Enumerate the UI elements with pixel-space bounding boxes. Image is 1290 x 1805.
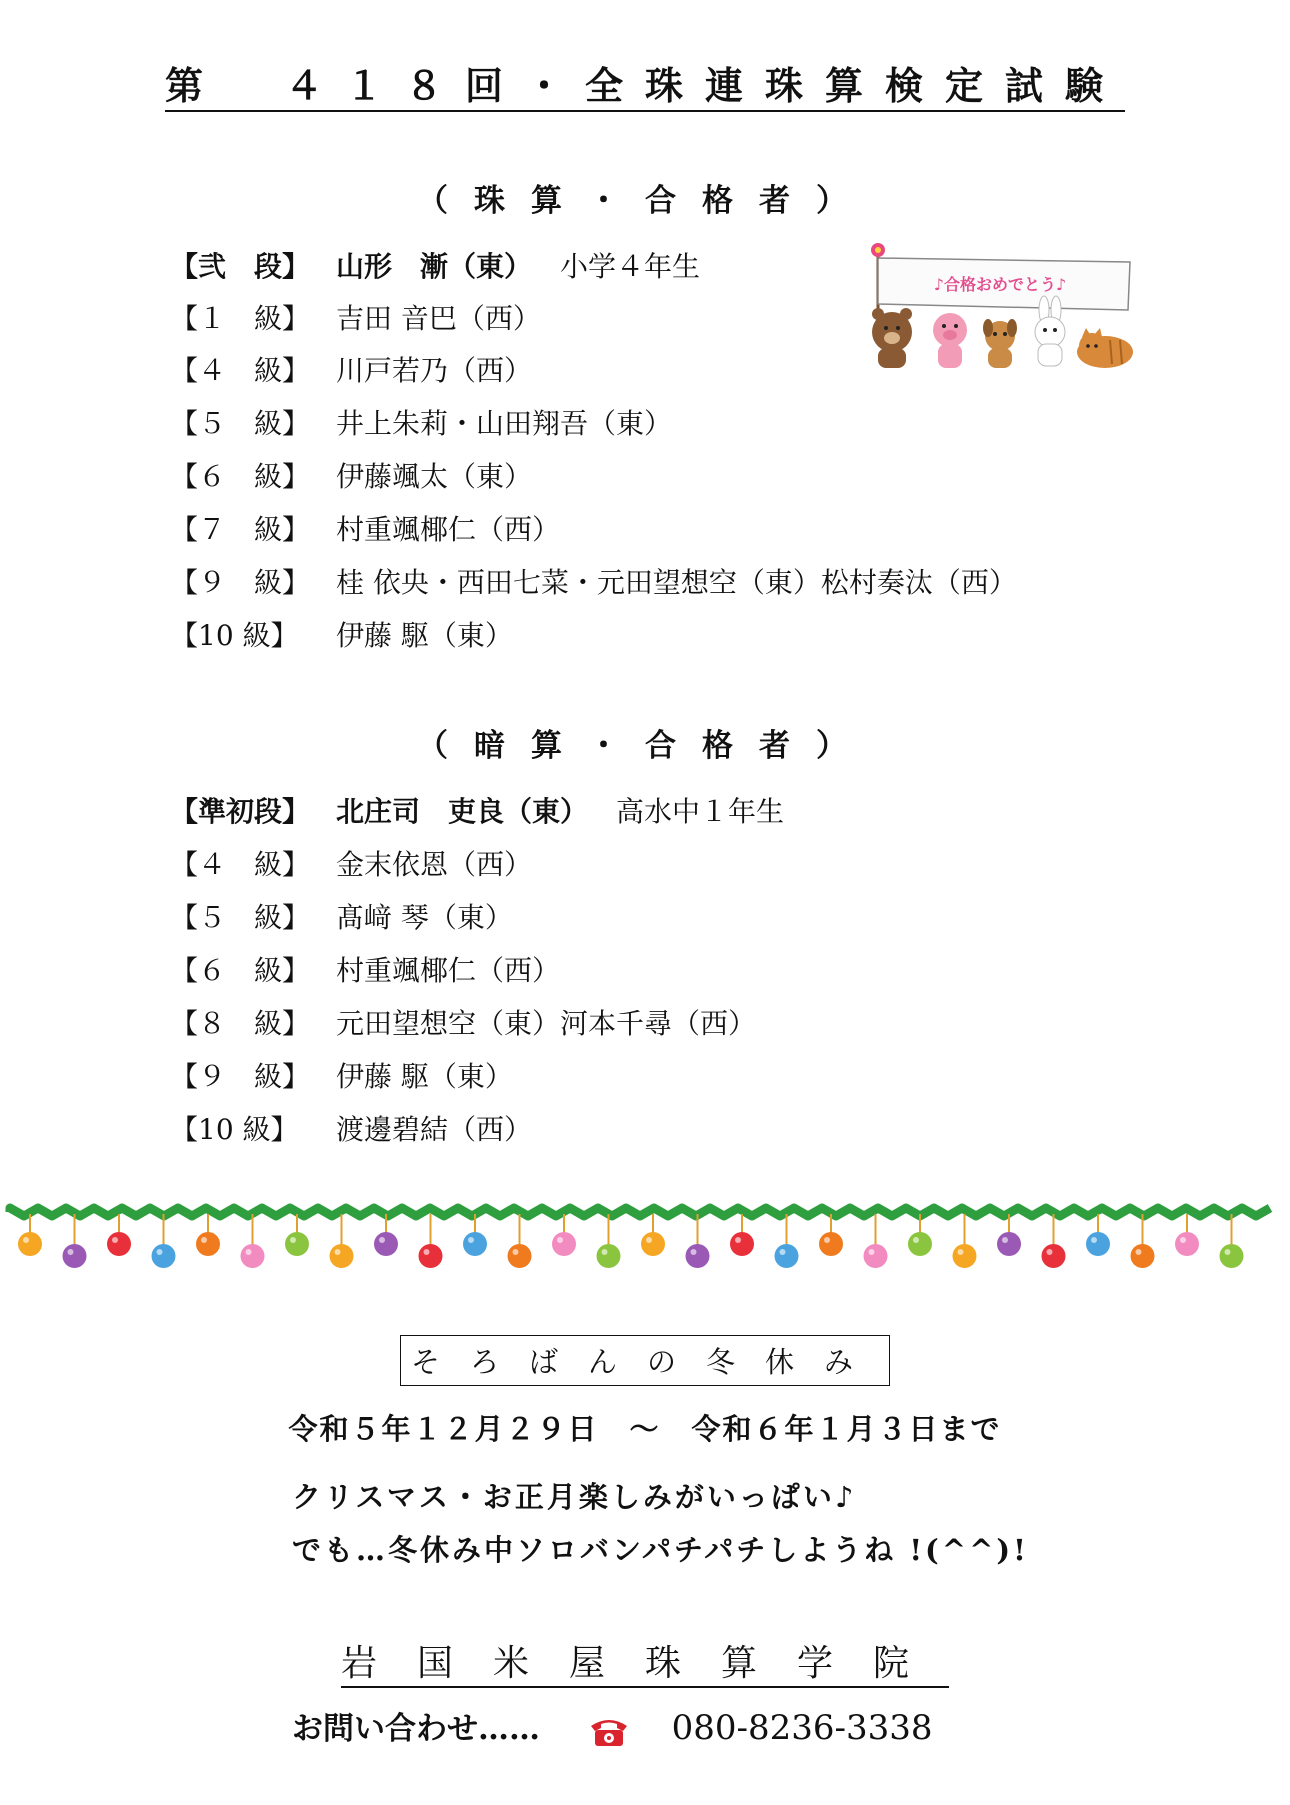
ornament-highlight (1002, 1237, 1008, 1243)
ornament-ball (419, 1244, 443, 1268)
ornament-ball (908, 1232, 932, 1256)
list-item (170, 561, 1017, 605)
ornament-ball (1220, 1244, 1244, 1268)
ornament-highlight (780, 1249, 786, 1255)
ornament-ball (819, 1232, 843, 1256)
ornament-highlight (379, 1237, 385, 1243)
ornament-highlight (513, 1249, 519, 1255)
list-item (170, 1002, 756, 1046)
ornament-highlight (1136, 1249, 1142, 1255)
grade-label: 【１ 級】 (170, 302, 311, 335)
names: 伊藤 駆（東） (336, 1060, 513, 1093)
names: 髙﨑 琴（東） (336, 901, 513, 934)
ornament-ball (1042, 1244, 1066, 1268)
ornament-highlight (735, 1237, 741, 1243)
note: 高水中１年生 (616, 795, 785, 828)
winter-break-heading: そろばんの冬休み (0, 1335, 1290, 1386)
grade-label: 【弐 段】 (170, 250, 311, 283)
garland-vine (10, 1208, 1270, 1216)
grade-label: 【５ 級】 (170, 901, 311, 934)
names: 渡邊碧結（西） (336, 1113, 533, 1146)
grade-label: 【８ 級】 (170, 1007, 311, 1040)
ornament-ball (1175, 1232, 1199, 1256)
list-item (170, 1108, 532, 1152)
ornament-highlight (958, 1249, 964, 1255)
ornament-highlight (290, 1237, 296, 1243)
ornament-highlight (246, 1249, 252, 1255)
ornament-highlight (557, 1237, 563, 1243)
ornament-highlight (691, 1249, 697, 1255)
ornament-ball (1131, 1244, 1155, 1268)
anzan-heading: （暗算・合格者） (417, 728, 873, 764)
list-item (170, 790, 784, 834)
grade-label: 【４ 級】 (170, 848, 311, 881)
names: 村重颯椰仁（西） (336, 513, 561, 546)
list-item (170, 349, 532, 393)
ornament-highlight (23, 1237, 29, 1243)
grade-label: 【７ 級】 (170, 513, 311, 546)
ornament-highlight (824, 1237, 830, 1243)
ornament-ball (641, 1232, 665, 1256)
grade-label: 【10 級】 (170, 1113, 299, 1146)
ornament-ball (508, 1244, 532, 1268)
names: 村重颯椰仁（西） (336, 954, 561, 987)
list-item (170, 949, 560, 993)
school-name: 岩国米屋珠算学院 (0, 1635, 1290, 1686)
ornament-highlight (112, 1237, 118, 1243)
bear-icon (872, 308, 912, 368)
ornament-ball (686, 1244, 710, 1268)
telephone-icon (587, 1714, 631, 1748)
ornament-highlight (602, 1249, 608, 1255)
names: 山形 漸（東） (336, 250, 533, 283)
names: 川戸若乃（西） (336, 354, 533, 387)
ornament-highlight (424, 1249, 430, 1255)
ornament-ball (597, 1244, 621, 1268)
list-item (170, 297, 541, 341)
ornament-highlight (646, 1237, 652, 1243)
phone-number: 080-8236-3338 (671, 1708, 933, 1748)
names: 北庄司 吏良（東） (336, 795, 589, 828)
ornament-ball (953, 1244, 977, 1268)
list-item (170, 614, 513, 658)
page-title: 第 ４１８回・全珠連珠算検定試験 (0, 55, 1290, 110)
names: 伊藤颯太（東） (336, 460, 533, 493)
list-item (170, 245, 700, 289)
ornament-ball (330, 1244, 354, 1268)
grade-label: 【５ 級】 (170, 407, 311, 440)
ornament-highlight (157, 1249, 163, 1255)
ornament-ball (775, 1244, 799, 1268)
ornament-ball (552, 1232, 576, 1256)
ornament-highlight (1047, 1249, 1053, 1255)
list-item (170, 843, 532, 887)
ornament-highlight (1180, 1237, 1186, 1243)
ornament-highlight (201, 1237, 207, 1243)
banner-text: ♪合格おめでとう♪ (933, 275, 1067, 294)
grade-label: 【４ 級】 (170, 354, 311, 387)
ornament-ball (864, 1244, 888, 1268)
grade-label: 【６ 級】 (170, 460, 311, 493)
list-item (170, 455, 532, 499)
ornament-highlight (1091, 1237, 1097, 1243)
message-line-2: でも…冬休み中ソロバンパチパチしようね !(^^)! (292, 1533, 1029, 1567)
dog-icon (983, 319, 1017, 368)
grade-label: 【準初段】 (170, 795, 311, 828)
list-item (170, 1055, 513, 1099)
names: 井上朱莉・山田翔吾（東） (336, 407, 673, 440)
message-line-1: クリスマス・お正月楽しみがいっぱい♪ (292, 1480, 857, 1514)
ornament-highlight (68, 1249, 74, 1255)
soroban-heading: （珠算・合格者） (417, 183, 873, 219)
ornament-ball (152, 1244, 176, 1268)
names: 元田望想空（東）河本千尋（西） (336, 1007, 757, 1040)
ornament-ball (18, 1232, 42, 1256)
garland-decoration (0, 1200, 1290, 1280)
ornament-ball (196, 1232, 220, 1256)
names: 吉田 音巴（西） (336, 302, 541, 335)
ornament-ball (730, 1232, 754, 1256)
contact-line (292, 1703, 933, 1748)
ornament-ball (1086, 1232, 1110, 1256)
ornament-highlight (913, 1237, 919, 1243)
ornament-ball (997, 1232, 1021, 1256)
winter-break-dates: 令和５年１２月２９日 ～ 令和６年１月３日まで (288, 1412, 1002, 1446)
names: 金末依恩（西） (336, 848, 533, 881)
ornament-ball (463, 1232, 487, 1256)
list-item (170, 508, 560, 552)
ornament-highlight (1225, 1249, 1231, 1255)
names: 桂 依央・西田七菜・元田望想空（東）松村奏汰（西） (336, 566, 1017, 599)
grade-label: 【９ 級】 (170, 566, 311, 599)
names: 伊藤 駆（東） (336, 619, 513, 652)
grade-label: 【６ 級】 (170, 954, 311, 987)
ornament-ball (374, 1232, 398, 1256)
contact-label: お問い合わせ…… (292, 1711, 540, 1747)
ornament-ball (241, 1244, 265, 1268)
ornament-highlight (468, 1237, 474, 1243)
list-item (170, 402, 672, 446)
congratulations-banner-illustration (860, 240, 1145, 380)
cat-icon (1077, 328, 1133, 368)
grade-label: 【10 級】 (170, 619, 299, 652)
pig-icon (933, 313, 967, 368)
ornament-ball (107, 1232, 131, 1256)
grade-label: 【９ 級】 (170, 1060, 311, 1093)
ornament-highlight (335, 1249, 341, 1255)
note: 小学４年生 (560, 250, 701, 283)
list-item (170, 896, 513, 940)
ornament-ball (285, 1232, 309, 1256)
ornament-ball (63, 1244, 87, 1268)
ornament-highlight (869, 1249, 875, 1255)
